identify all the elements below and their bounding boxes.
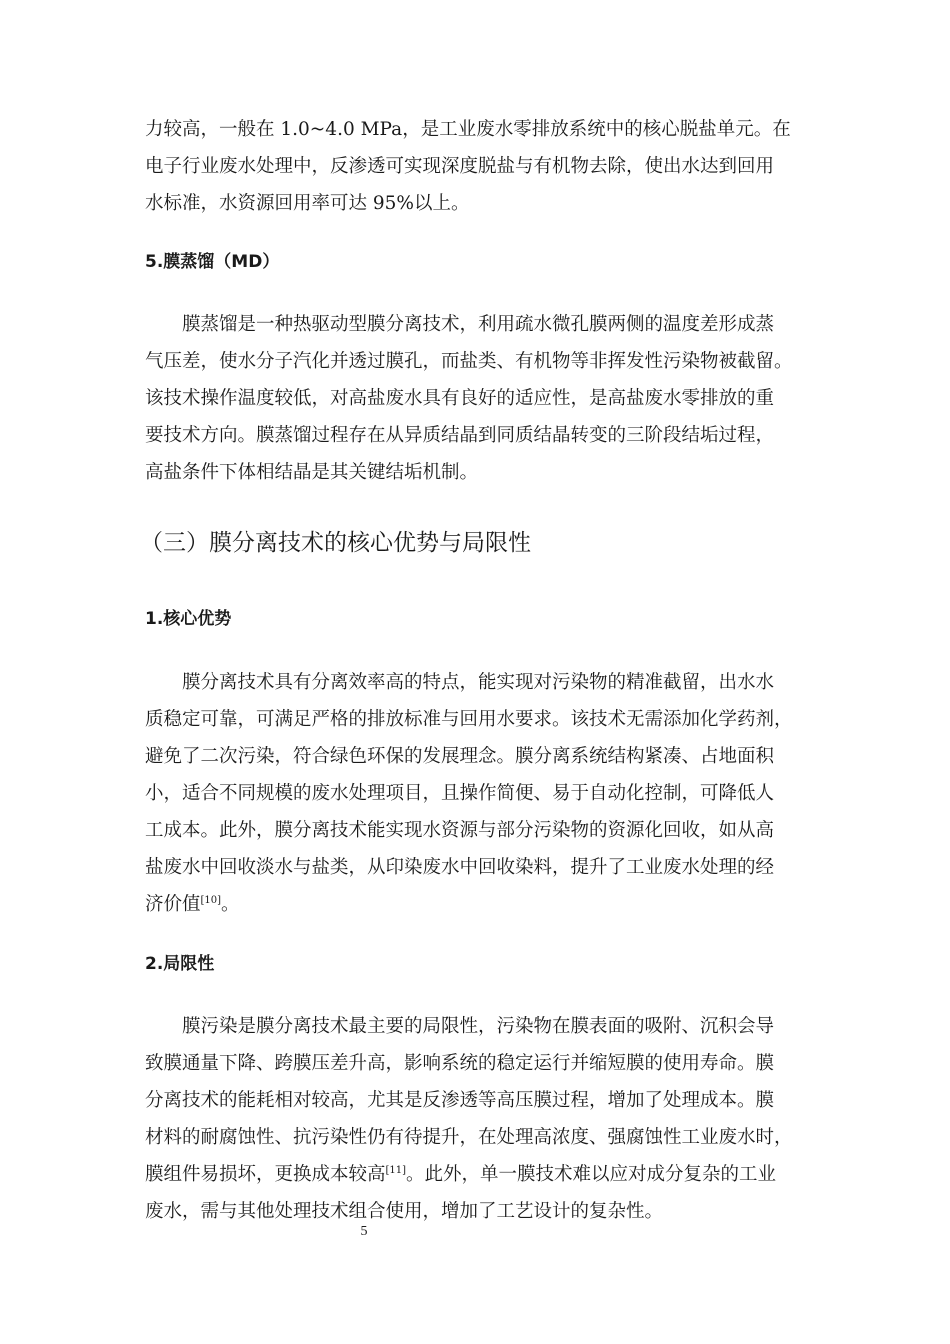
text-line: 高盐条件下体相结晶是其关键结垢机制。 bbox=[145, 462, 479, 483]
text-line: 该技术操作温度较低，对高盐废水具有良好的适应性，是高盐废水零排放的重 bbox=[145, 388, 775, 409]
text-line: 膜污染是膜分离技术最主要的局限性，污染物在膜表面的吸附、沉积会导 bbox=[182, 1016, 775, 1037]
section-heading-3: （三）膜分离技术的核心优势与局限性 bbox=[140, 530, 531, 556]
text-line: 避免了二次污染，符合绿色环保的发展理念。膜分离系统结构紧凑、占地面积 bbox=[145, 746, 775, 767]
text-line bbox=[145, 886, 807, 923]
text-line: 小，适合不同规模的废水处理项目，且操作简便、易于自动化控制，可降低人 bbox=[145, 783, 775, 804]
heading-limitations: 2.局限性 bbox=[145, 954, 215, 974]
text-line: 工成本。此外，膜分离技术能实现水资源与部分污染物的资源化回收，如从高 bbox=[145, 820, 775, 841]
paragraph-membrane-distillation bbox=[145, 306, 807, 491]
heading-core-advantages: 1.核心优势 bbox=[145, 609, 232, 629]
page-number: 5 bbox=[360, 1224, 368, 1239]
text-line: 质稳定可靠，可满足严格的排放标准与回用水要求。该技术无需添加化学药剂， bbox=[145, 709, 793, 730]
text-line: 气压差，使水分子汽化并透过膜孔，而盐类、有机物等非挥发性污染物被截留。 bbox=[145, 351, 793, 372]
text-line: 电子行业废水处理中，反渗透可实现深度脱盐与有机物去除，使出水达到回用 bbox=[145, 156, 775, 177]
heading-membrane-distillation: 5.膜蒸馏（MD） bbox=[145, 252, 280, 272]
text-line: 盐废水中回收淡水与盐类，从印染废水中回收染料，提升了工业废水处理的经 bbox=[145, 857, 775, 878]
text-fragment: 。此外，单一膜技术难以应对成分复杂的工业 bbox=[406, 1164, 777, 1185]
text-line: 要技术方向。膜蒸馏过程存在从异质结晶到同质结晶转变的三阶段结垢过程， bbox=[145, 425, 775, 446]
text-line: 分离技术的能耗相对较高，尤其是反渗透等高压膜过程，增加了处理成本。膜 bbox=[145, 1090, 775, 1111]
text-line: 致膜通量下降、跨膜压差升高，影响系统的稳定运行并缩短膜的使用寿命。膜 bbox=[145, 1053, 775, 1074]
text-line bbox=[145, 1156, 807, 1193]
text-line: 废水，需与其他处理技术组合使用，增加了工艺设计的复杂性。 bbox=[145, 1201, 664, 1222]
text-fragment: 。 bbox=[221, 894, 240, 915]
text-line: 膜分离技术具有分离效率高的特点，能实现对污染物的精准截留，出水水 bbox=[182, 672, 775, 693]
citation-ref-10[interactable]: [10] bbox=[200, 894, 222, 906]
text-line: 力较高，一般在 1.0~4.0 MPa，是工业废水零排放系统中的核心脱盐单元。在 bbox=[145, 119, 791, 140]
paragraph-limitations bbox=[145, 1008, 807, 1230]
text-line: 膜蒸馏是一种热驱动型膜分离技术，利用疏水微孔膜两侧的温度差形成蒸 bbox=[182, 314, 775, 335]
paragraph-core-advantages bbox=[145, 664, 807, 923]
citation-ref-11[interactable]: [11] bbox=[385, 1164, 407, 1176]
text-fragment: 膜组件易损坏，更换成本较高 bbox=[145, 1164, 386, 1185]
paragraph-ro-continuation bbox=[145, 111, 807, 222]
text-line: 材料的耐腐蚀性、抗污染性仍有待提升，在处理高浓度、强腐蚀性工业废水时， bbox=[145, 1127, 793, 1148]
text-line: 水标准，水资源回用率可达 95%以上。 bbox=[145, 193, 470, 214]
text-fragment: 济价值 bbox=[145, 894, 201, 915]
